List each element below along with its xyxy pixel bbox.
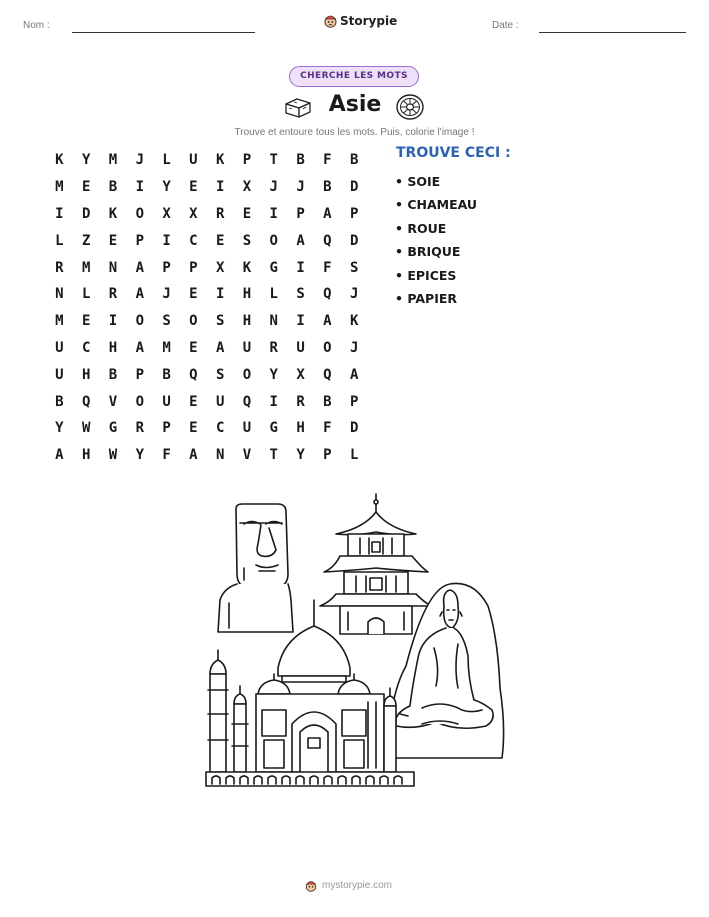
grid-cell[interactable]: I [296,259,305,276]
grid-cell[interactable]: P [189,259,198,276]
grid-cell[interactable]: L [55,232,64,249]
grid-cell[interactable]: C [81,339,91,356]
grid-cell[interactable]: B [323,393,332,410]
grid-cell[interactable]: W [108,447,118,464]
grid-cell[interactable]: S [349,259,359,276]
grid-cell[interactable]: E [81,179,91,196]
grid-cell[interactable]: X [215,259,225,276]
grid-cell[interactable]: I [55,205,64,222]
grid-cell[interactable]: I [162,232,171,249]
moai-icon [218,504,293,632]
grid-cell[interactable]: U [189,152,198,169]
grid-cell[interactable]: Z [81,232,91,249]
grid-cell[interactable]: Q [323,366,332,383]
grid-cell[interactable]: O [135,205,144,222]
grid-cell[interactable]: K [108,205,118,222]
grid-cell[interactable]: J [349,339,359,356]
grid-cell[interactable]: S [242,232,252,249]
grid-cell[interactable]: U [215,393,225,410]
grid-cell[interactable]: P [162,259,171,276]
grid-cell[interactable]: F [323,152,332,169]
grid-cell[interactable]: G [269,259,278,276]
grid-cell[interactable]: J [162,286,171,303]
grid-cell[interactable]: Y [55,420,64,437]
grid-cell[interactable]: Q [242,393,252,410]
grid-cell[interactable]: L [81,286,91,303]
grid-cell[interactable]: W [81,420,91,437]
grid-cell[interactable]: A [135,286,144,303]
word-item: • SOIE [395,174,441,189]
grid-cell[interactable]: E [189,339,198,356]
grid-cell[interactable]: M [55,179,64,196]
grid-cell[interactable]: I [215,179,225,196]
grid-cell[interactable]: U [55,366,64,383]
word-item: • ROUE [395,220,447,236]
grid-cell[interactable]: N [55,286,64,303]
storypie-mascot-icon [324,13,337,28]
grid-cell[interactable]: X [242,179,252,196]
grid-cell[interactable]: H [108,339,118,356]
grid-cell[interactable]: E [108,232,118,249]
grid-cell[interactable]: M [108,152,118,169]
grid-cell[interactable]: B [108,366,118,383]
grid-cell[interactable]: P [349,393,359,410]
word-item: • PAPIER [395,290,458,306]
grid-cell[interactable]: A [135,259,144,276]
grid-cell[interactable]: S [215,366,225,383]
grid-cell[interactable]: H [242,313,252,330]
grid-cell[interactable]: L [269,286,278,303]
wheel-icon [395,93,425,121]
grid-cell[interactable]: B [108,179,118,196]
grid-cell[interactable]: Y [296,447,305,464]
grid-cell[interactable]: X [162,205,171,222]
grid-cell[interactable]: E [189,286,198,303]
grid-cell[interactable]: Q [323,286,332,303]
grid-cell[interactable]: F [323,420,332,437]
grid-cell[interactable]: R [55,259,64,276]
grid-cell[interactable]: K [55,152,64,169]
brand-name: Storypie [340,13,398,28]
grid-cell[interactable]: A [323,205,332,222]
grid-cell[interactable]: H [296,420,305,437]
grid-cell[interactable]: S [215,313,225,330]
grid-cell[interactable]: A [55,447,64,464]
grid-cell[interactable]: I [269,205,278,222]
grid-cell[interactable]: G [108,420,118,437]
grid-cell[interactable]: Q [323,232,332,249]
grid-cell[interactable]: B [162,366,171,383]
grid-cell[interactable]: C [215,420,225,437]
grid-cell[interactable]: L [162,152,171,169]
grid-cell[interactable]: B [55,393,64,410]
brand-logo [324,13,397,28]
grid-cell[interactable]: E [242,205,252,222]
grid-cell[interactable]: Y [135,447,144,464]
grid-cell[interactable]: E [189,393,198,410]
grid-cell[interactable]: A [349,366,359,383]
word-item: • EPICES [395,267,457,283]
grid-cell[interactable]: U [242,420,252,437]
activity-badge: CHERCHE LES MOTS [289,66,419,87]
grid-cell[interactable]: H [81,366,91,383]
word-item: • CHAMEAU [395,197,478,213]
grid-cell[interactable]: R [135,420,144,437]
grid-cell[interactable]: Q [81,393,91,410]
grid-cell[interactable]: P [242,152,252,169]
grid-cell[interactable]: I [215,286,225,303]
grid-cell[interactable]: D [349,179,359,196]
grid-cell[interactable]: R [296,393,305,410]
grid-cell[interactable]: O [242,366,252,383]
instructions: Trouve et entoure tous les mots. Puis, colorie l'image ! [234,127,475,138]
grid-cell[interactable]: I [108,313,118,330]
grid-cell[interactable]: S [296,286,305,303]
grid-cell[interactable]: K [349,313,359,330]
grid-cell[interactable]: A [215,339,225,356]
word-list-title: TROUVE CECI : [396,145,511,161]
grid-cell[interactable]: U [242,339,252,356]
grid-cell[interactable]: O [135,393,144,410]
grid-cell[interactable]: L [349,447,359,464]
grid-cell[interactable]: M [162,339,171,356]
grid-cell[interactable]: N [215,447,225,464]
grid-cell[interactable]: H [81,447,91,464]
grid-cell[interactable]: I [135,179,144,196]
grid-cell[interactable]: N [269,313,278,330]
grid-cell[interactable]: J [135,152,144,169]
grid-cell[interactable]: O [135,313,144,330]
page-title: Asie [328,92,382,117]
grid-cell[interactable]: D [349,232,359,249]
grid-cell[interactable]: O [323,339,332,356]
word-search-grid [46,147,368,469]
grid-cell[interactable]: E [215,232,225,249]
grid-cell[interactable]: P [349,205,359,222]
grid-cell[interactable]: A [323,313,332,330]
grid-cell[interactable]: A [189,447,198,464]
grid-cell[interactable]: V [108,393,118,410]
grid-cell[interactable]: Y [162,179,171,196]
grid-cell[interactable]: P [162,420,171,437]
grid-cell[interactable]: R [269,339,278,356]
grid-cell[interactable]: C [189,232,198,249]
grid-cell[interactable]: E [189,179,198,196]
grid-cell[interactable]: Y [81,152,91,169]
date-label: Date : [492,20,519,31]
grid-cell[interactable]: X [296,366,305,383]
grid-cell[interactable]: H [242,286,252,303]
pagoda-icon [320,494,432,634]
grid-cell[interactable]: G [269,420,278,437]
grid-cell[interactable]: O [189,313,198,330]
grid-cell[interactable]: M [55,313,64,330]
footer [305,879,392,892]
grid-cell[interactable]: P [296,205,305,222]
grid-cell[interactable]: B [323,179,332,196]
grid-cell[interactable]: S [162,313,171,330]
grid-cell[interactable]: K [215,152,225,169]
grid-cell[interactable]: P [323,447,332,464]
word-item: • BRIQUE [395,244,461,260]
name-label: Nom : [23,20,50,31]
grid-cell[interactable]: E [81,313,91,330]
grid-cell[interactable]: D [81,205,91,222]
grid-cell[interactable]: K [242,259,252,276]
grid-cell[interactable]: U [296,339,305,356]
grid-cell[interactable]: B [349,152,359,169]
grid-cell[interactable]: R [215,205,225,222]
coloring-illustration [196,488,511,790]
grid-cell[interactable]: E [189,420,198,437]
grid-cell[interactable]: J [296,179,305,196]
grid-cell[interactable]: T [269,152,278,169]
grid-cell[interactable]: B [296,152,305,169]
grid-cell[interactable]: U [55,339,64,356]
grid-cell[interactable]: Y [269,366,278,383]
name-field[interactable] [72,32,255,33]
storypie-mascot-icon [305,879,317,892]
grid-cell[interactable]: J [269,179,278,196]
footer-url[interactable]: mystorypie.com [322,880,393,891]
grid-cell[interactable]: U [162,393,171,410]
grid-cell[interactable]: N [108,259,118,276]
grid-cell[interactable]: P [135,366,144,383]
grid-cell[interactable]: O [269,232,278,249]
grid-cell[interactable]: V [242,447,252,464]
grid-cell[interactable]: Q [189,366,198,383]
date-field[interactable] [539,32,686,33]
grid-cell[interactable]: A [135,339,144,356]
grid-cell[interactable]: X [189,205,198,222]
grid-cell[interactable]: A [296,232,305,249]
grid-cell[interactable]: D [349,420,359,437]
grid-cell[interactable]: T [269,447,278,464]
grid-cell[interactable]: I [296,313,305,330]
grid-cell[interactable]: R [108,286,118,303]
grid-cell[interactable]: J [349,286,359,303]
grid-cell[interactable]: I [269,393,278,410]
word-list [395,170,477,310]
grid-cell[interactable]: F [162,447,171,464]
grid-cell[interactable]: M [81,259,91,276]
grid-cell[interactable]: P [135,232,144,249]
grid-cell[interactable]: F [323,259,332,276]
